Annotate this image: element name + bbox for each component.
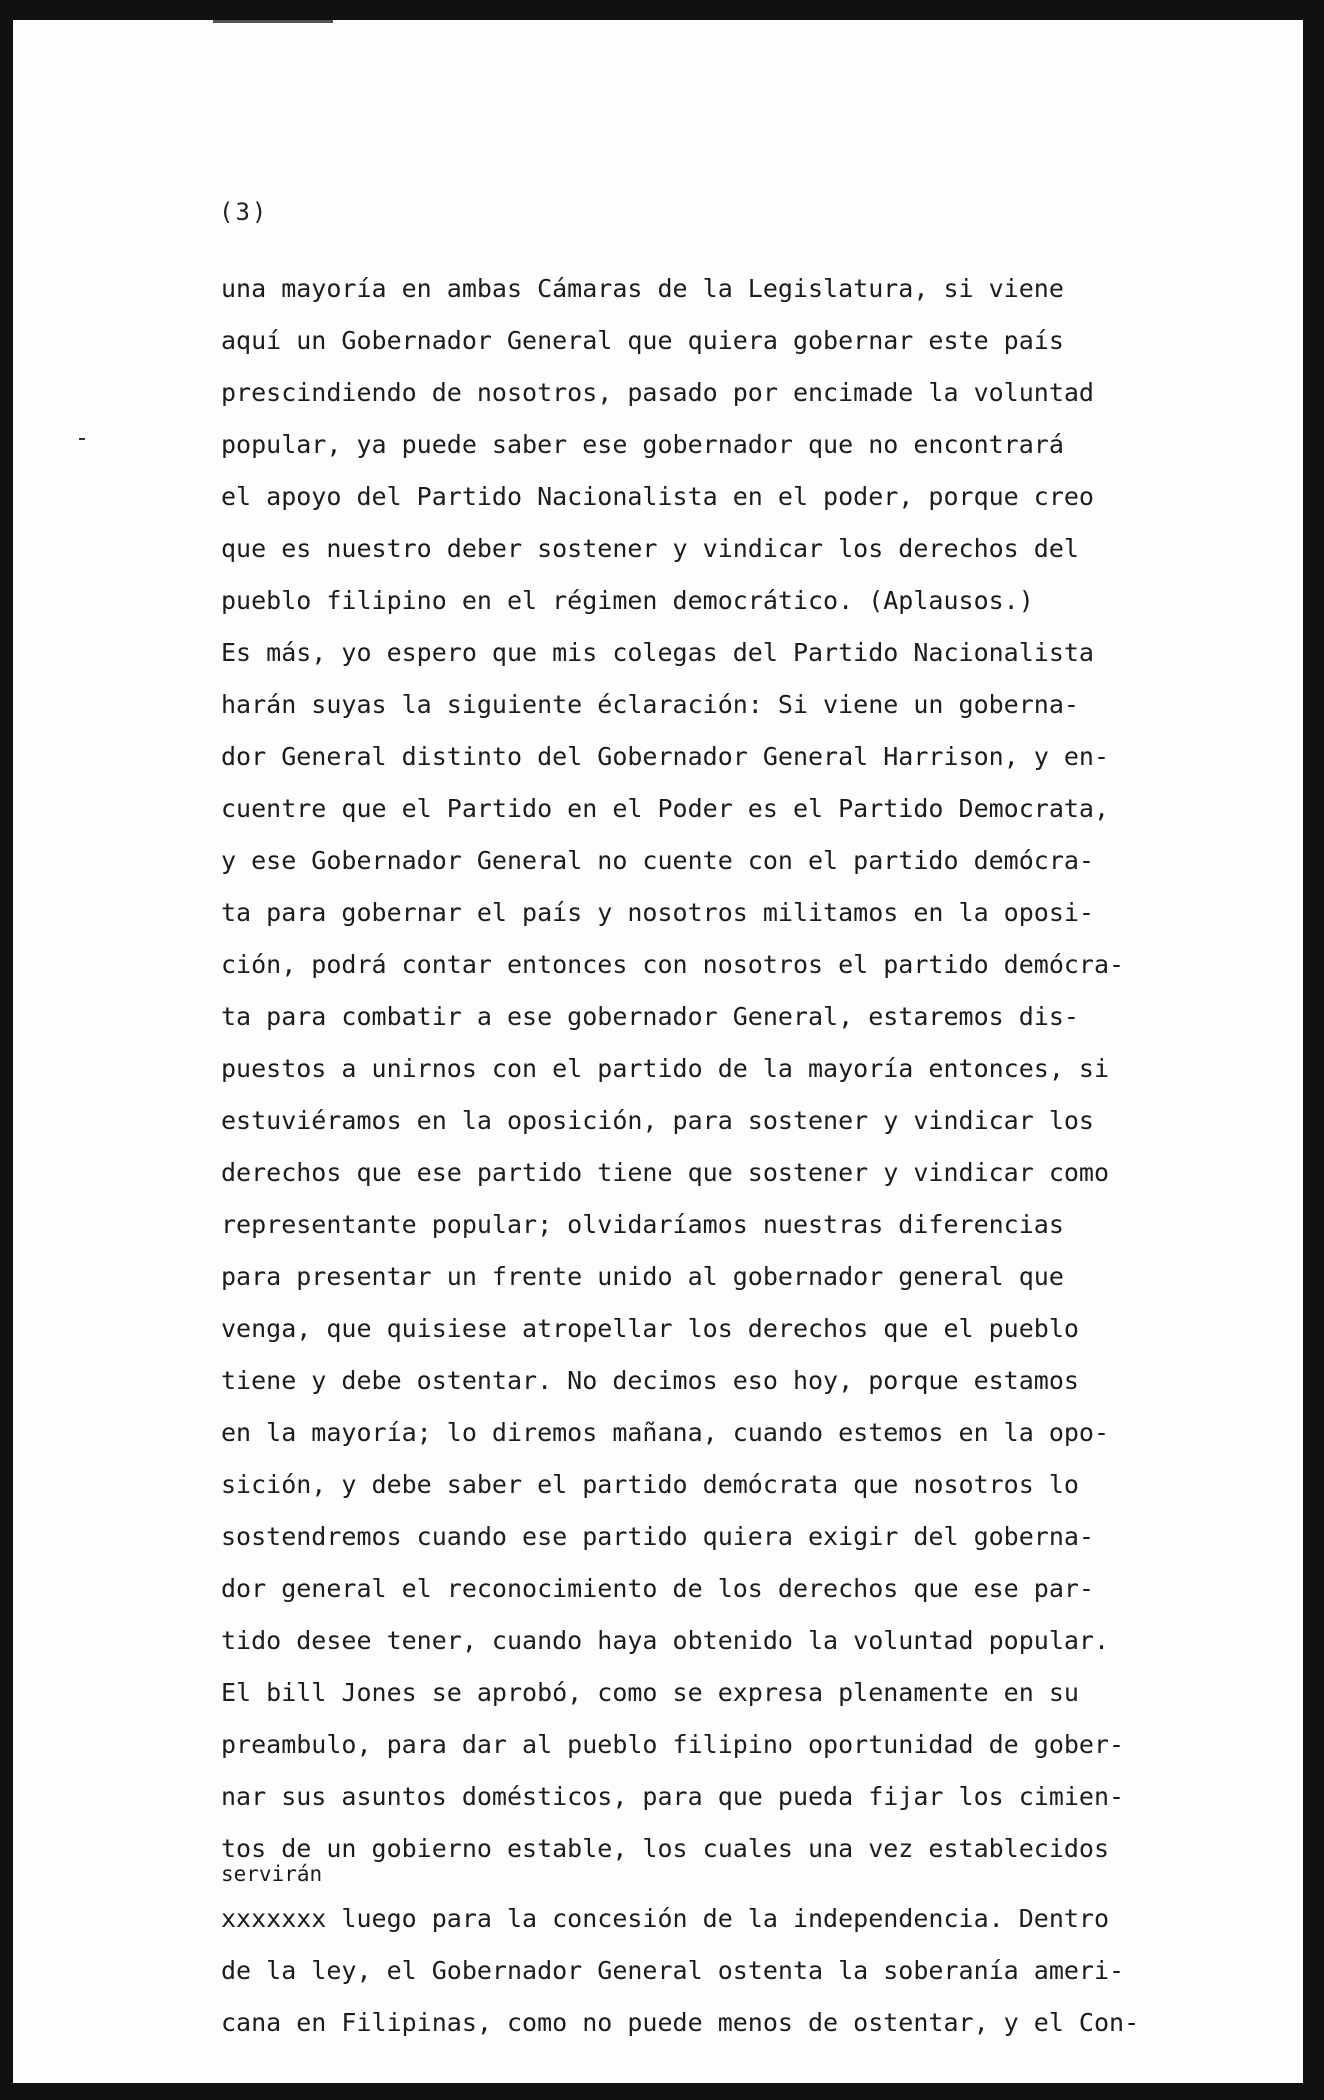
- text-line: dor general el reconocimiento de los derechos que ese par-: [221, 1574, 1094, 1603]
- text-line: dor General distinto del Gobernador General Harrison, y en-: [221, 742, 1110, 771]
- text-line: nar sus asuntos domésticos, para que pueda fijar los cimien-: [221, 1782, 1125, 1811]
- text-line: puestos a unirnos con el partido de la mayoría entonces, si: [221, 1054, 1110, 1083]
- text-line: ción, podrá contar entonces con nosotros el partido demócra-: [221, 950, 1125, 979]
- text-line: xxxxxxx luego para la concesión de la independencia. Dentro: [221, 1904, 1110, 1933]
- text-line: popular, ya puede saber ese gobernador que no encontrará: [221, 430, 1064, 459]
- text-line: una mayoría en ambas Cámaras de la Legislatura, si viene: [221, 274, 1064, 303]
- text-line: sición, y debe saber el partido demócrata que nosotros lo: [221, 1470, 1079, 1499]
- text-line: y ese Gobernador General no cuente con el partido demócra-: [221, 846, 1094, 875]
- text-line: cuentre que el Partido en el Poder es el Partido Democrata,: [221, 794, 1110, 823]
- text-line: ta para gobernar el país y nosotros militamos en la oposi-: [221, 898, 1094, 927]
- text-line: venga, que quisiese atropellar los derechos que el pueblo: [221, 1314, 1079, 1343]
- text-line: tos de un gobierno estable, los cuales una vez establecidos: [221, 1834, 1110, 1863]
- text-line: que es nuestro deber sostener y vindicar los derechos del: [221, 534, 1079, 563]
- text-line: prescindiendo de nosotros, pasado por encimade la voluntad: [221, 378, 1094, 407]
- text-line: preambulo, para dar al pueblo filipino oportunidad de gober-: [221, 1730, 1125, 1759]
- text-line: sostendremos cuando ese partido quiera exigir del goberna-: [221, 1522, 1094, 1551]
- text-line: el apoyo del Partido Nacionalista en el poder, porque creo: [221, 482, 1094, 511]
- text-line: representante popular; olvidaríamos nuestras diferencias: [221, 1210, 1064, 1239]
- text-line: tiene y debe ostentar. No decimos eso hoy, porque estamos: [221, 1366, 1079, 1395]
- inserted-word: servirán: [221, 1862, 323, 1886]
- text-line: Es más, yo espero que mis colegas del Partido Nacionalista: [221, 638, 1094, 667]
- text-line: de la ley, el Gobernador General ostenta la soberanía ameri-: [221, 1956, 1125, 1985]
- text-line: aquí un Gobernador General que quiera gobernar este país: [221, 326, 1064, 355]
- text-line: harán suyas la siguiente éclaración: Si viene un goberna-: [221, 690, 1079, 719]
- text-line: pueblo filipino en el régimen democrático. (Aplausos.): [221, 586, 1034, 615]
- text-line: tido desee tener, cuando haya obtenido la voluntad popular.: [221, 1626, 1110, 1655]
- margin-mark: [79, 438, 85, 440]
- text-line: para presentar un frente unido al gobernador general que: [221, 1262, 1064, 1291]
- text-line: El bill Jones se aprobó, como se expresa plenamente en su: [221, 1678, 1079, 1707]
- text-line: en la mayoría; lo diremos mañana, cuando estemos en la opo-: [221, 1418, 1110, 1447]
- text-line: cana en Filipinas, como no puede menos de ostentar, y el Con-: [221, 2008, 1140, 2037]
- page-number: (3): [219, 198, 269, 226]
- typewritten-page: [13, 20, 1303, 2083]
- text-line: ta para combatir a ese gobernador General, estaremos dis-: [221, 1002, 1079, 1031]
- paper-edge-mark: [213, 20, 333, 23]
- text-line: derechos que ese partido tiene que sostener y vindicar como: [221, 1158, 1110, 1187]
- text-line: estuviéramos en la oposición, para sostener y vindicar los: [221, 1106, 1094, 1135]
